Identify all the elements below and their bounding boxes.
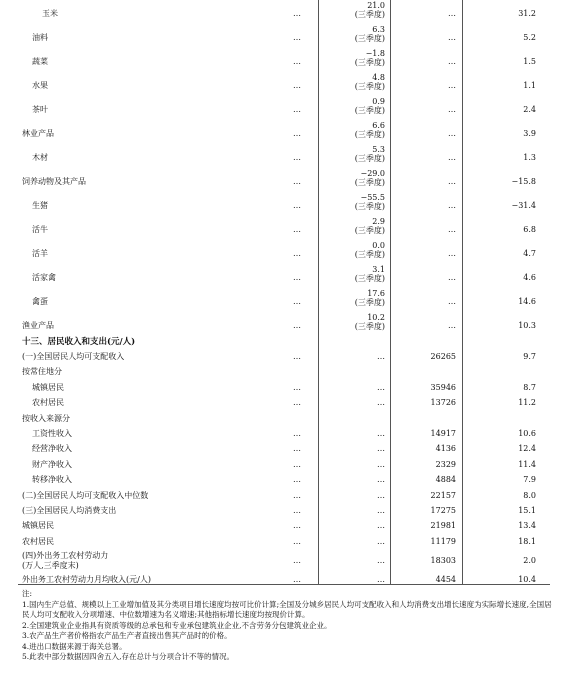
cell-value: … — [293, 459, 301, 469]
cell-value: … — [448, 129, 456, 138]
quarter-value — [325, 193, 387, 211]
cell-value: … — [448, 153, 456, 162]
cell-value: … — [293, 225, 301, 234]
row-label: (二)全国居民人均可支配收入中位数 — [22, 490, 149, 500]
cell-value: 2329 — [435, 459, 456, 469]
quarter-value — [325, 313, 387, 331]
cell-value: … — [377, 475, 385, 485]
cell-value: … — [377, 459, 385, 469]
cell-value: 4.6 — [523, 273, 536, 282]
cell-value: 1.3 — [523, 153, 536, 162]
row-label: 活牛 — [32, 225, 48, 234]
row-label: 渔业产品 — [22, 321, 54, 330]
cell-value: … — [293, 321, 301, 330]
cell-value: 2.4 — [523, 105, 536, 114]
growth-value: 10.2 — [367, 313, 385, 322]
growth-value: −1.8 — [365, 49, 385, 58]
cell-value: … — [293, 201, 301, 210]
section-heading: 十三、居民收入和支出(元/人) — [22, 337, 136, 347]
growth-value: 17.6 — [367, 289, 385, 298]
cell-value: … — [377, 382, 385, 392]
cell-value: 18303 — [430, 556, 456, 566]
row-label: 活家禽 — [32, 273, 56, 282]
row-label: 工资性收入 — [32, 429, 72, 438]
cell-value: … — [448, 297, 456, 306]
growth-value: 21.0 — [367, 1, 385, 10]
cell-value: … — [448, 105, 456, 114]
row-label: 木材 — [32, 153, 48, 162]
cell-value: … — [293, 129, 301, 138]
cell-value: 4136 — [435, 444, 456, 454]
cell-value: 13.4 — [518, 521, 536, 531]
cell-value: … — [448, 249, 456, 258]
row-label: 按收入来源分 — [22, 413, 70, 423]
growth-value: 2.9 — [372, 217, 385, 226]
cell-value: … — [293, 429, 301, 438]
cell-value: 13726 — [430, 398, 456, 408]
cell-value: … — [293, 249, 301, 258]
quarter-value — [325, 25, 387, 43]
cell-value: … — [448, 225, 456, 234]
quarter-value — [325, 1, 387, 19]
column-divider — [318, 0, 319, 584]
note-line: 3.农产品生产者价格指农产品生产者直接出售其产品时的价格。 — [22, 631, 232, 640]
growth-value: −55.5 — [360, 193, 385, 202]
cell-value: … — [448, 177, 456, 186]
row-label: (三)全国居民人均消费支出 — [22, 506, 117, 515]
cell-value: 4884 — [435, 475, 456, 485]
quarter-note: (三季度) — [354, 226, 385, 235]
cell-value: 17275 — [430, 506, 456, 515]
cell-value: … — [377, 444, 385, 454]
row-label: 水果 — [32, 81, 48, 90]
quarter-note: (三季度) — [354, 130, 385, 139]
cell-value: … — [377, 575, 385, 585]
cell-value: … — [448, 57, 456, 66]
cell-value: … — [293, 57, 301, 66]
cell-value: … — [448, 33, 456, 42]
cell-value: 31.2 — [518, 9, 536, 18]
growth-value: 5.3 — [372, 145, 385, 154]
quarter-note: (三季度) — [354, 106, 385, 115]
growth-value: 4.8 — [372, 73, 385, 82]
quarter-note: (三季度) — [354, 298, 385, 307]
row-label: 茶叶 — [32, 105, 48, 114]
cell-value: … — [377, 429, 385, 438]
table-bottom-rule — [18, 584, 550, 585]
row-label: 农村居民 — [32, 398, 64, 408]
cell-value: −31.4 — [511, 201, 536, 210]
quarter-value — [325, 217, 387, 235]
cell-value: … — [293, 273, 301, 282]
cell-value: … — [293, 444, 301, 454]
cell-value: … — [293, 177, 301, 186]
quarter-note: (三季度) — [354, 10, 385, 19]
cell-value: … — [293, 475, 301, 485]
cell-value: … — [448, 81, 456, 90]
cell-value: … — [293, 506, 301, 515]
cell-value: … — [448, 273, 456, 282]
cell-value: 26265 — [430, 352, 456, 361]
cell-value: … — [377, 506, 385, 515]
note-line: 2.全国建筑业企业指具有资质等级的总承包和专业承包建筑业企业,不含劳务分包建筑业企业。 — [22, 620, 332, 630]
quarter-value — [325, 241, 387, 259]
row-label: 经营净收入 — [32, 444, 72, 454]
cell-value: 8.0 — [523, 490, 536, 500]
quarter-value — [325, 73, 387, 91]
cell-value: … — [293, 521, 301, 531]
quarter-note: (三季度) — [354, 250, 385, 259]
cell-value: 11.4 — [518, 459, 536, 469]
table-notes — [22, 589, 552, 663]
cell-value: 14917 — [430, 429, 456, 438]
quarter-value — [325, 49, 387, 67]
cell-value: 15.1 — [518, 506, 536, 515]
cell-value: 12.4 — [518, 444, 536, 454]
row-label: 城镇居民 — [32, 382, 64, 392]
row-label-line2: (万人,三季度末) — [22, 561, 79, 571]
growth-value: 6.3 — [372, 25, 385, 34]
cell-value: 11179 — [430, 536, 456, 546]
cell-value: … — [293, 490, 301, 500]
cell-value: 8.7 — [523, 382, 536, 392]
cell-value: 10.3 — [518, 321, 536, 330]
row-label: 油料 — [32, 33, 48, 42]
row-label: 饲养动物及其产品 — [22, 177, 86, 186]
cell-value: … — [293, 33, 301, 42]
note-line: 5.此表中部分数据因四舍五入,存在总计与分项合计不等的情况。 — [22, 652, 235, 661]
quarter-note: (三季度) — [354, 274, 385, 283]
cell-value: 5.2 — [523, 33, 536, 42]
quarter-value — [325, 289, 387, 307]
growth-value: 3.1 — [372, 265, 385, 274]
cell-value: 14.6 — [518, 297, 536, 306]
cell-value: … — [377, 490, 385, 500]
row-label: 禽蛋 — [32, 297, 48, 306]
quarter-note: (三季度) — [354, 178, 385, 187]
note-line: 1.国内生产总值、规模以上工业增加值及其分类项目增长速度均按可比价计算;全国及分城乡居民人均可支配收入和人均消费支出增长速度为实际增长速度,全国居民人均可支配收入分项增速、中位数增速为名义增速;其他指标增长速度均按现价计算。 — [22, 599, 552, 619]
quarter-value — [325, 97, 387, 115]
cell-value: 9.7 — [523, 352, 536, 361]
cell-value: 3.9 — [523, 129, 536, 138]
cell-value: … — [377, 556, 385, 566]
cell-value: 18.1 — [518, 536, 536, 546]
note-line: 注: — [22, 589, 33, 598]
growth-value: −29.0 — [360, 169, 385, 178]
row-label: 财产净收入 — [32, 459, 72, 469]
quarter-note: (三季度) — [354, 154, 385, 163]
cell-value: … — [448, 201, 456, 210]
row-label: 玉米 — [42, 9, 58, 18]
cell-value: … — [377, 536, 385, 546]
cell-value: … — [377, 521, 385, 531]
cell-value: 10.4 — [518, 575, 536, 585]
cell-value: 11.2 — [518, 398, 536, 408]
cell-value: 4.7 — [523, 249, 536, 258]
cell-value: … — [293, 297, 301, 306]
quarter-note: (三季度) — [354, 58, 385, 67]
quarter-value — [325, 121, 387, 139]
cell-value: 35946 — [430, 382, 456, 392]
row-label: (四)外出务工农村劳动力 — [22, 551, 109, 561]
growth-value: 6.6 — [372, 121, 385, 130]
cell-value: … — [448, 321, 456, 330]
cell-value: 7.9 — [523, 475, 536, 485]
quarter-note: (三季度) — [354, 202, 385, 211]
quarter-note: (三季度) — [354, 322, 385, 331]
cell-value: … — [293, 9, 301, 18]
row-label: 林业产品 — [22, 129, 54, 138]
cell-value: 2.0 — [523, 556, 536, 566]
quarter-note: (三季度) — [354, 82, 385, 91]
cell-value: … — [293, 556, 301, 566]
row-label: 活羊 — [32, 249, 48, 258]
cell-value: … — [293, 575, 301, 585]
cell-value: … — [448, 9, 456, 18]
cell-value: … — [293, 382, 301, 392]
growth-value: 0.9 — [372, 97, 385, 106]
cell-value: 21981 — [430, 521, 456, 531]
row-label: (一)全国居民人均可支配收入 — [22, 352, 125, 361]
row-label: 转移净收入 — [32, 475, 72, 485]
cell-value: … — [293, 352, 301, 361]
cell-value: 1.1 — [523, 81, 536, 90]
quarter-note: (三季度) — [354, 34, 385, 43]
cell-value: … — [293, 105, 301, 114]
cell-value: … — [293, 81, 301, 90]
row-label: 外出务工农村劳动力月均收入(元/人) — [22, 575, 151, 585]
cell-value: … — [377, 398, 385, 408]
cell-value: … — [377, 352, 385, 361]
row-label: 城镇居民 — [22, 521, 54, 531]
cell-value: … — [293, 536, 301, 546]
cell-value: 10.6 — [518, 429, 536, 438]
cell-value: 22157 — [430, 490, 456, 500]
row-label: 蔬菜 — [32, 57, 48, 66]
cell-value: … — [293, 398, 301, 408]
growth-value: 0.0 — [372, 241, 385, 250]
cell-value: 1.5 — [523, 57, 536, 66]
row-label: 生猪 — [32, 201, 48, 210]
row-label: 按常住地分 — [22, 367, 62, 377]
column-divider — [390, 0, 391, 584]
cell-value: 6.8 — [523, 225, 536, 234]
row-label: 农村居民 — [22, 536, 54, 546]
quarter-value — [325, 145, 387, 163]
note-line: 4.进出口数据来源于海关总署。 — [22, 641, 127, 651]
quarter-value — [325, 265, 387, 283]
quarter-value — [325, 169, 387, 187]
cell-value: 4454 — [435, 575, 456, 585]
column-divider — [462, 0, 463, 584]
cell-value: −15.8 — [511, 177, 536, 186]
cell-value: … — [293, 153, 301, 162]
